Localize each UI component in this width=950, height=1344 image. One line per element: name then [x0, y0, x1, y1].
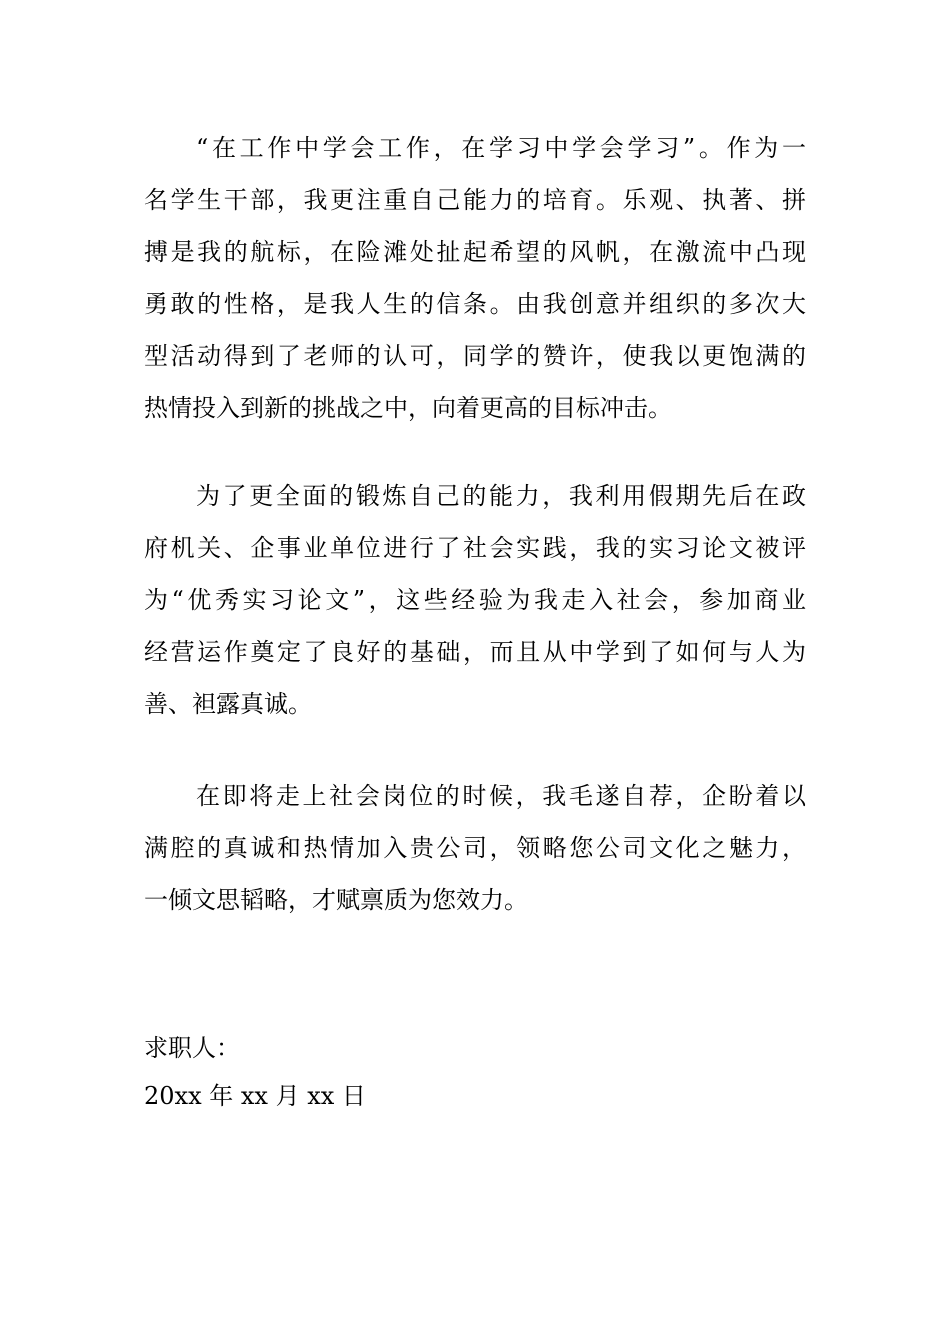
paragraph-2	[144, 470, 806, 730]
paragraph-line: 勇敢的性格，是我人生的信条。由我创意并组织的多次大	[144, 290, 806, 318]
paragraph-3	[144, 770, 806, 926]
paragraph-line: 在即将走上社会岗位的时候，我毛遂自荐，企盼着以	[196, 782, 806, 810]
applicant-label: 求职人：	[144, 1034, 240, 1062]
signature-date: 20xx 年 xx 月 xx 日	[144, 1082, 366, 1110]
paragraph-line: 为了更全面的锻炼自己的能力，我利用假期先后在政	[196, 482, 806, 510]
paragraph-line: 热情投入到新的挑战之中，向着更高的目标冲击。	[144, 394, 672, 422]
paragraph-1	[144, 122, 806, 434]
paragraph-line: 名学生干部，我更注重自己能力的培育。乐观、执著、拼	[144, 186, 806, 214]
paragraph-line: 型活动得到了老师的认可，同学的赞许，使我以更饱满的	[144, 342, 806, 370]
paragraph-line: 搏是我的航标，在险滩处扯起希望的风帆，在激流中凸现	[144, 238, 806, 266]
paragraph-line: 一倾文思韬略，才赋禀质为您效力。	[144, 886, 528, 914]
paragraph-line: 善、袒露真诚。	[144, 690, 312, 718]
paragraph-line: 满腔的真诚和热情加入贵公司，领略您公司文化之魅力，	[144, 834, 806, 862]
paragraph-line: “在工作中学会工作，在学习中学会学习”。作为一	[196, 134, 806, 162]
paragraph-line: 府机关、企事业单位进行了社会实践，我的实习论文被评	[144, 534, 806, 562]
paragraph-line: 为“优秀实习论文”，这些经验为我走入社会，参加商业	[144, 586, 806, 614]
paragraph-line: 经营运作奠定了良好的基础，而且从中学到了如何与人为	[144, 638, 806, 666]
